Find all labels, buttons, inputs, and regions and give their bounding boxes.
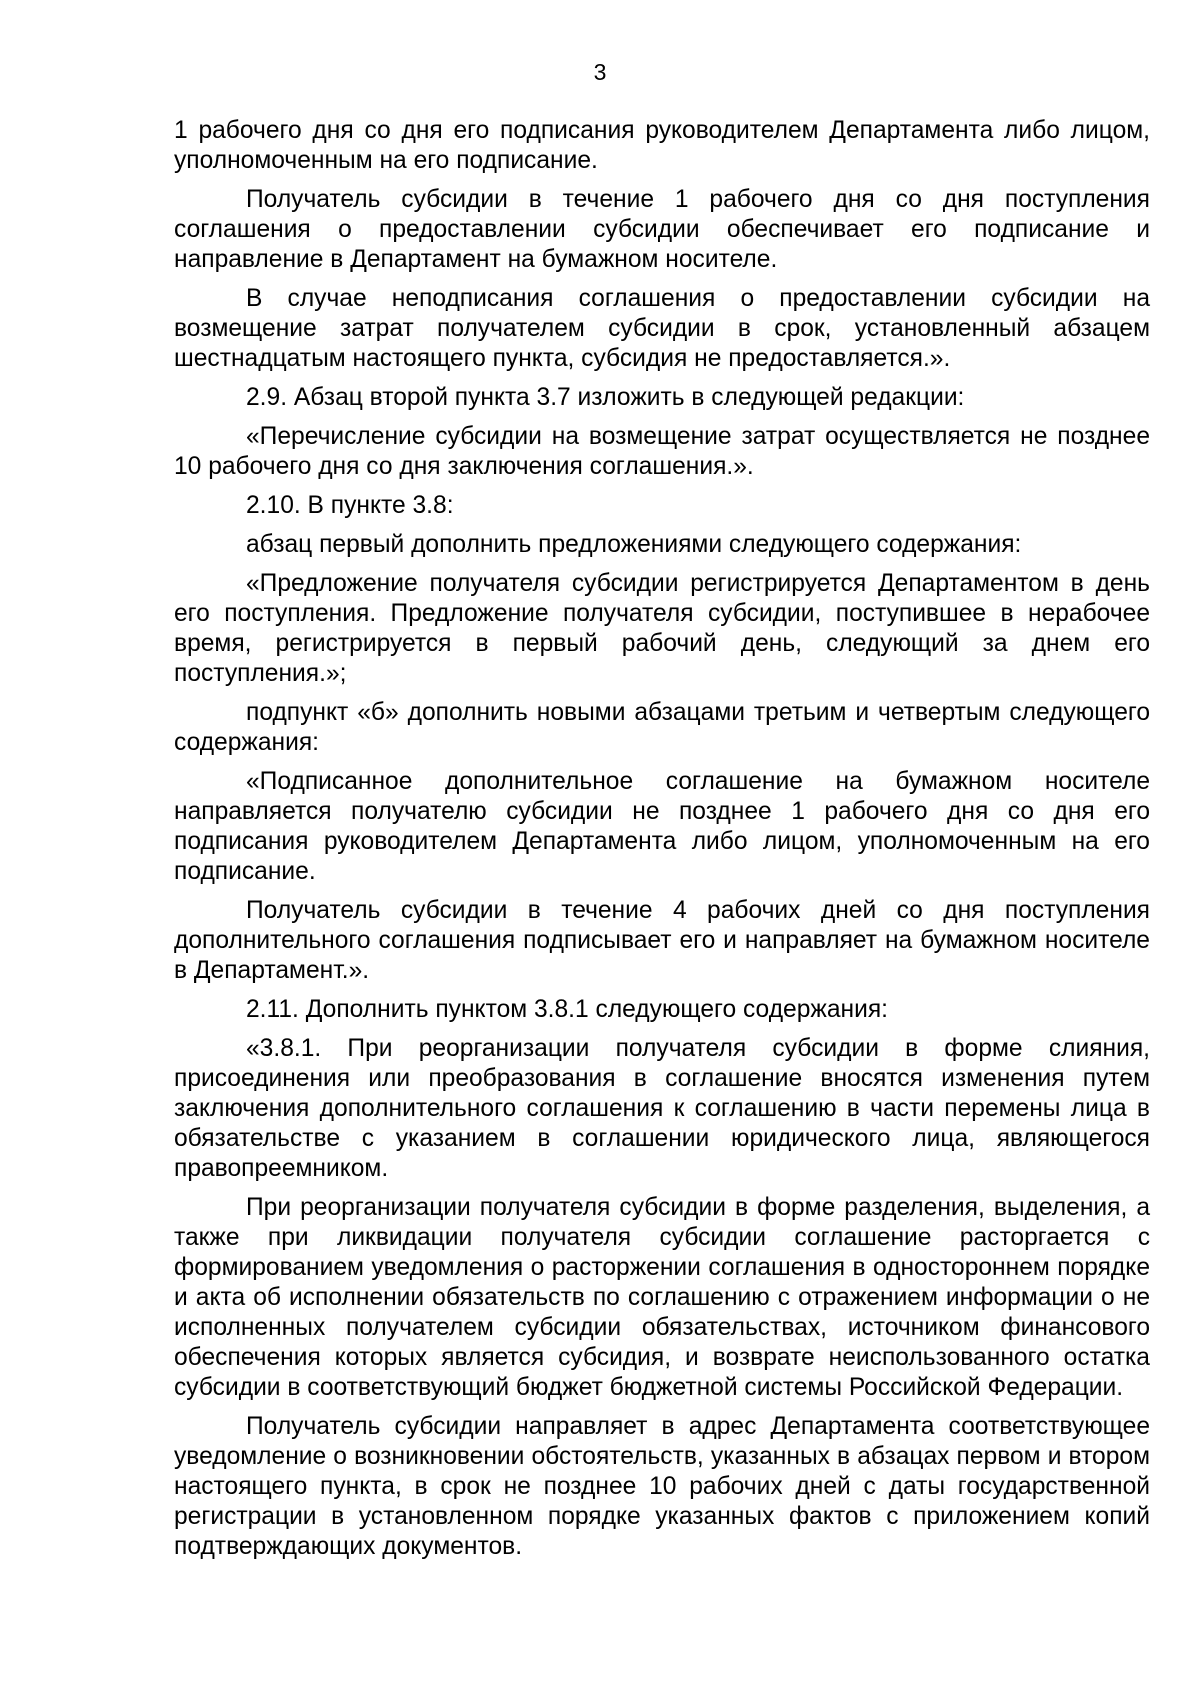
paragraph: В случае неподписания соглашения о предоставлении субсидии на возмещение затрат получателем субсидии в срок, установленный абзацем шестнадцатым настоящего пункта, субсидия не предоставляется.». — [174, 285, 1150, 372]
paragraph-clause-2-10: 2.10. В пункте 3.8: — [246, 492, 454, 519]
paragraph: «3.8.1. При реорганизации получателя субсидии в форме слияния, присоединения или преобразования в соглашение вносятся изменения путем заключения дополнительного соглашения к соглашению в части перемены лица в обязательстве с указанием в соглашении юридического лица, являющегося правопреемником. — [174, 1035, 1150, 1182]
paragraph: Получатель субсидии в течение 1 рабочего дня со дня поступления соглашения о предоставлении субсидии обеспечивает его подписание и направление в Департамент на бумажном носителе. — [174, 186, 1150, 273]
paragraph: Получатель субсидии в течение 4 рабочих дней со дня поступления дополнительного соглашения подписывает его и направляет на бумажном носителе в Департамент.». — [174, 897, 1150, 984]
page-number: 3 — [593, 59, 607, 85]
paragraph: «Подписанное дополнительное соглашение на бумажном носителе направляется получателю субсидии не позднее 1 рабочего дня со дня его подписания руководителем Департамента либо лицом, уполномоченным на его подписание. — [174, 768, 1150, 885]
paragraph: подпункт «б» дополнить новыми абзацами третьим и четвертым следующего содержания: — [174, 699, 1150, 756]
document-body — [174, 116, 1150, 1571]
paragraph: «Предложение получателя субсидии регистрируется Департаментом в день его поступления. Предложение получателя субсидии, поступившее в нерабочее время, регистрируется в первый рабочий день, следующий за днем его поступления.»; — [174, 570, 1150, 687]
paragraph: «Перечисление субсидии на возмещение затрат осуществляется не позднее 10 рабочего дня со дня заключения соглашения.». — [174, 423, 1150, 480]
paragraph: При реорганизации получателя субсидии в форме разделения, выделения, а также при ликвидации получателя субсидии соглашение расторгается с формированием уведомления о расторжении соглашения в одностороннем порядке и акта об исполнении обязательств по соглашению с отражением информации о не исполненных получателем субсидии обязательствах, источником финансового обеспечения которых является субсидия, и возврате неиспользованного остатка субсидии в соответствующий бюджет бюджетной системы Российской Федерации. — [174, 1194, 1150, 1401]
paragraph-clause-2-9: 2.9. Абзац второй пункта 3.7 изложить в следующей редакции: — [246, 384, 965, 411]
paragraph-continuation: 1 рабочего дня со дня его подписания руководителем Департамента либо лицом, уполномоченным на его подписание. — [174, 117, 1150, 174]
paragraph-clause-2-11: 2.11. Дополнить пунктом 3.8.1 следующего содержания: — [246, 996, 888, 1023]
paragraph: абзац первый дополнить предложениями следующего содержания: — [246, 531, 1022, 558]
paragraph: Получатель субсидии направляет в адрес Департамента соответствующее уведомление о возникновении обстоятельств, указанных в абзацах первом и втором настоящего пункта, в срок не позднее 10 рабочих дней с даты государственной регистрации в установленном порядке указанных фактов с приложением копий подтверждающих документов. — [174, 1413, 1150, 1560]
